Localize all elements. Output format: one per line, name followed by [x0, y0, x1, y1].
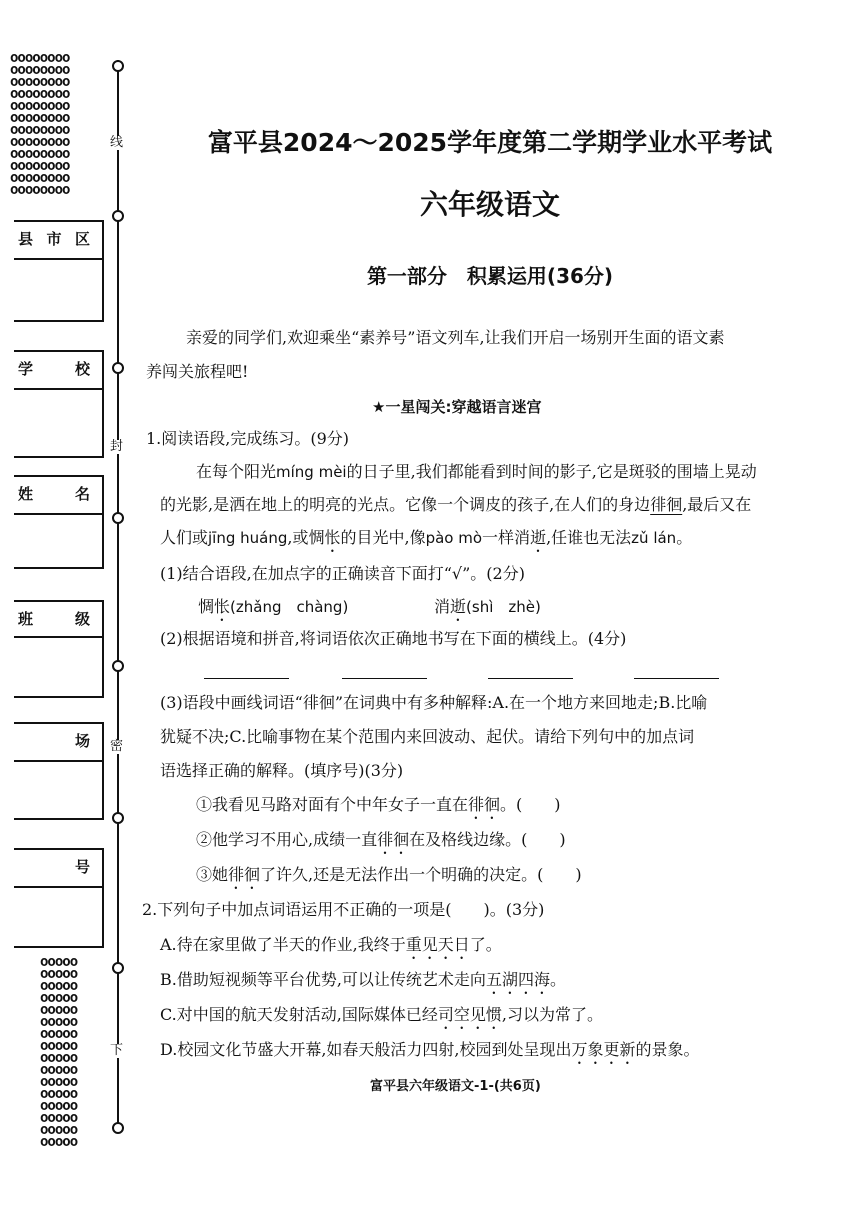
school-field[interactable]: [14, 388, 102, 454]
q1-sub2: (2)根据语境和拼音,将词语依次正确地书写在下面的横线上。(4分): [160, 629, 627, 648]
binding-ring: [112, 660, 124, 672]
q1-para-line-1: 在每个阳光míng mèi的日子里,我们都能看到时间的影子,它是斑驳的围墙上晃动: [196, 462, 757, 481]
binding-ring: [112, 512, 124, 524]
school-box: 学 校: [14, 350, 104, 458]
class-field[interactable]: [14, 636, 102, 694]
q1-sub1: (1)结合语段,在加点字的正确读音下面打“√”。(2分): [160, 564, 525, 583]
name-field[interactable]: [14, 513, 102, 565]
county-box: 县 市 区: [14, 220, 104, 322]
underlined-word: 徘徊: [650, 495, 683, 514]
q1-para-line-3: 人们或jīng huáng,或惆怅的目光中,像pào mò一样消逝,任谁也无法zǔ lán。: [160, 528, 693, 547]
binding-ring: [112, 1122, 124, 1134]
room-field[interactable]: [14, 760, 102, 816]
answer-blank-1[interactable]: [204, 678, 289, 679]
pinyin-mingmei: míng mèi: [276, 463, 347, 481]
margin-char-secret: 密: [110, 739, 124, 754]
number-box: 号: [14, 848, 104, 948]
dot-pattern-bottom: ooooo ooooo ooooo ooooo ooooo ooooo ooooo ooooo ooooo ooooo ooooo ooooo ooooo ooooo ooooo ooooo: [40, 954, 78, 1150]
q1-sub3-item-1: ①我看见马路对面有个中年女子一直在徘徊。( ): [196, 795, 561, 814]
county-field[interactable]: [14, 258, 102, 320]
room-box: 场: [14, 722, 104, 820]
q1-sub3-line-1: (3)语段中画线词语“徘徊”在词典中有多种解释:A.在一个地方来回地走;B.比喻: [160, 693, 708, 712]
q1-sub3-item-2: ②他学习不用心,成绩一直徘徊在及格线边缘。( ): [196, 830, 566, 849]
binding-ring: [112, 962, 124, 974]
binding-ring: [112, 60, 124, 72]
q1-para-line-2: 的光影,是洒在地上的明亮的光点。它像一个调皮的孩子,在人们的身边徘徊,最后又在: [160, 495, 752, 514]
exam-title: 富平县2024～2025学年度第二学期学业水平考试: [207, 128, 773, 157]
q1-sub3-line-2: 犹疑不决;C.比喻事物在某个范围内来回波动、起伏。请给下列句中的加点词: [160, 727, 695, 746]
q2-option-a: A.待在家里做了半天的作业,我终于重见天日了。: [160, 935, 502, 954]
answer-blank-4[interactable]: [634, 678, 719, 679]
q2-option-b: B.借助短视频等平台优势,可以让传统艺术走向五湖四海。: [160, 970, 566, 989]
q2-option-d: D.校园文化节盛大开幕,如春天般活力四射,校园到处呈现出万象更新的景象。: [160, 1040, 700, 1059]
binding-ring: [112, 210, 124, 222]
margin-char-seal: 封: [110, 439, 124, 454]
binding-ring: [112, 362, 124, 374]
section-title: ★一星闯关:穿越语言迷宫: [372, 398, 542, 416]
answer-blank-2[interactable]: [342, 678, 427, 679]
page-footer: 富平县六年级语文-1-(共6页): [370, 1079, 541, 1094]
q2-stem: 2.下列句子中加点词语运用不正确的一项是( )。(3分): [142, 900, 545, 919]
q1-stem: 1.阅读语段,完成练习。(9分): [146, 429, 350, 448]
intro-line-1: 亲爱的同学们,欢迎乘坐“素养号”语文列车,让我们开启一场别开生面的语文素: [186, 328, 725, 347]
q1-sub1-option-2: 消逝(shì zhè): [434, 597, 541, 616]
subject-title: 六年级语文: [419, 188, 560, 221]
dot-pattern-top: oooooooo oooooooo oooooooo oooooooo oooooooo oooooooo oooooooo oooooooo oooooooo oooooooo oooooooo oooooooo: [10, 50, 70, 198]
name-box: 姓 名: [14, 475, 104, 569]
binding-ring: [112, 812, 124, 824]
q1-sub3-line-3: 语选择正确的解释。(填序号)(3分): [160, 761, 404, 780]
q1-sub3-item-3: ③她徘徊了许久,还是无法作出一个明确的决定。( ): [196, 865, 582, 884]
number-field[interactable]: [14, 886, 102, 944]
class-box: 班 级: [14, 600, 104, 698]
q1-sub1-option-1: 惆怅(zhǎng chàng): [198, 597, 349, 616]
answer-blank-3[interactable]: [488, 678, 573, 679]
margin-char-line: 线: [110, 135, 124, 150]
margin-char-below: 下: [110, 1043, 124, 1058]
part-title: 第一部分 积累运用(36分): [366, 264, 614, 288]
q2-option-c: C.对中国的航天发射活动,国际媒体已经司空见惯,习以为常了。: [160, 1005, 603, 1024]
intro-line-2: 养闯关旅程吧!: [146, 362, 249, 381]
